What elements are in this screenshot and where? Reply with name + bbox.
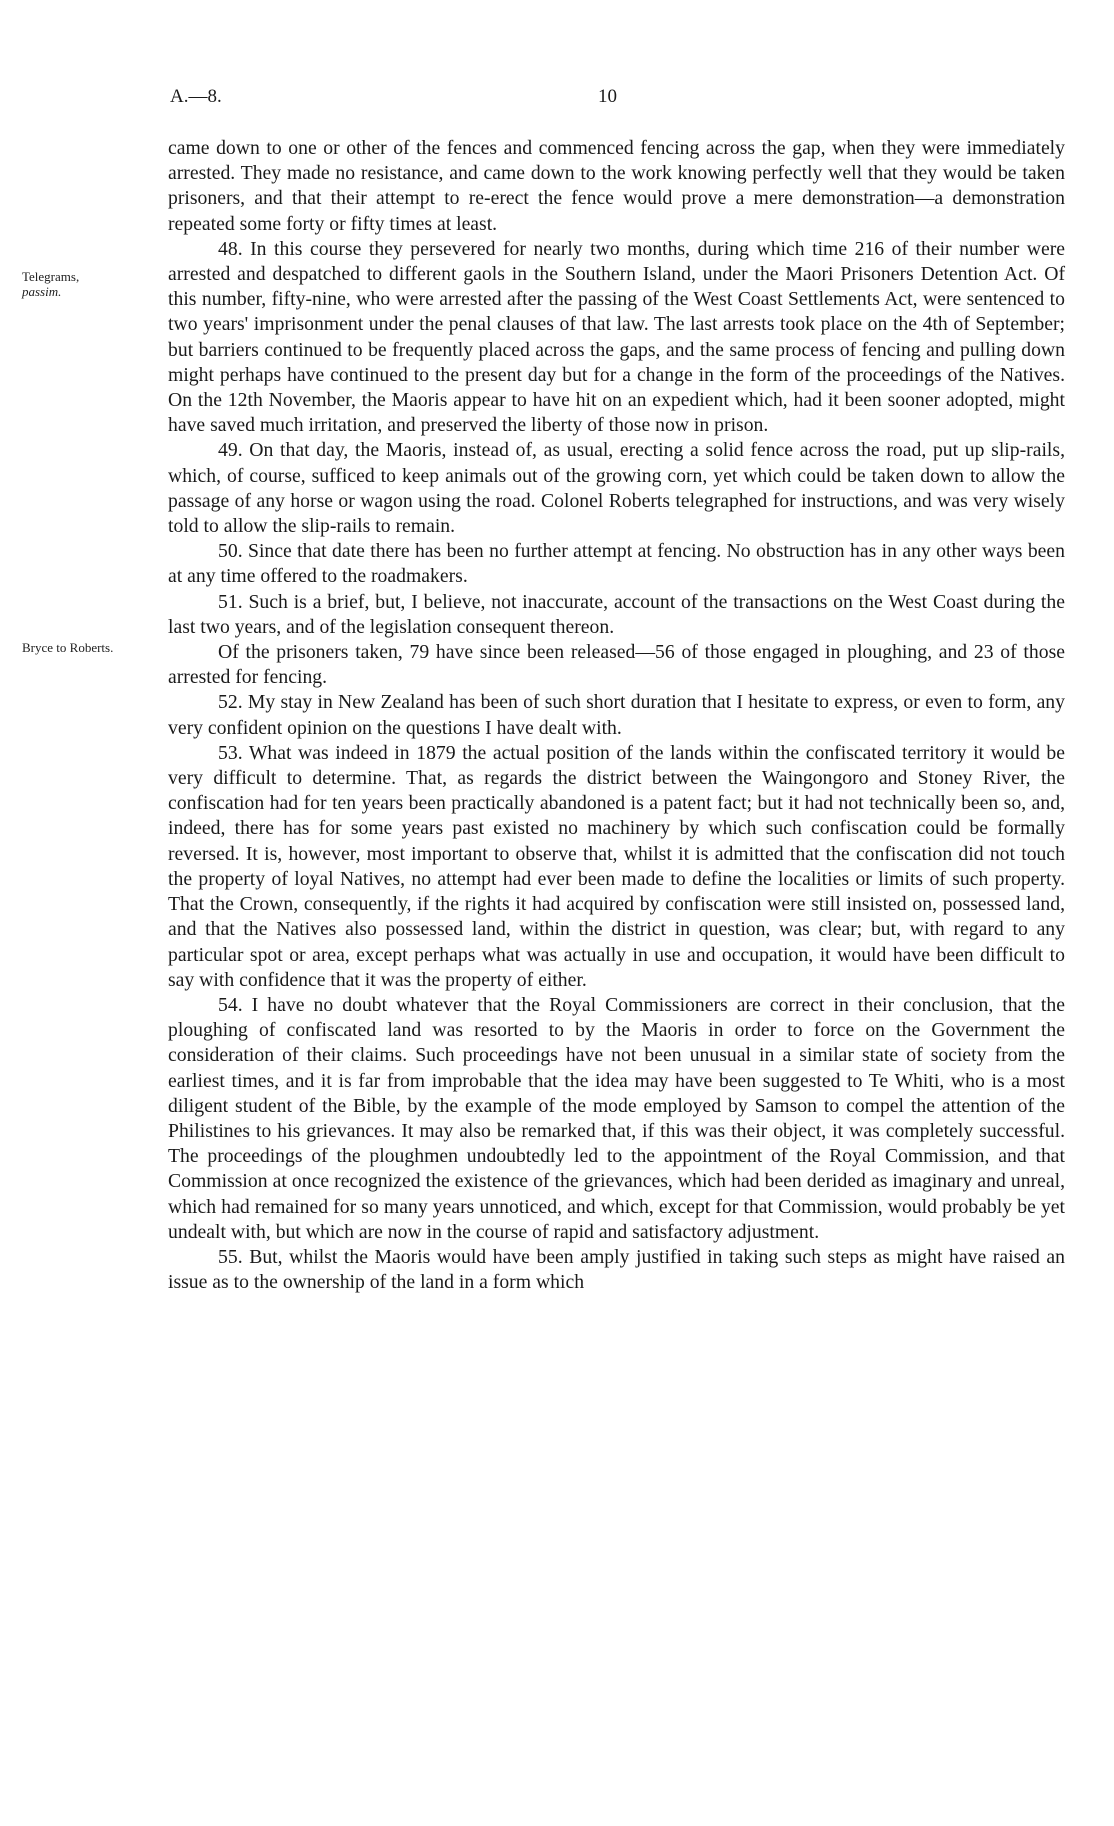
margin-note-bryce: Bryce to Roberts. bbox=[22, 640, 114, 655]
paragraph-54: 54. I have no doubt whatever that the Royal Commissioners are correct in their conclusion, that the ploughing of confiscated land was resorted to by the Maoris in order to force on the Government the consideration of their claims. Such proceedings have not been unusual in a similar state of society from the earliest times, and it is far from improbable that the idea may have been suggested to Te Whiti, who is a most diligent student of the Bible, by the example of the mode employed by Samson to compel the attention of the Philistines to his grievances. It may also be remarked that, if this was their object, it was completely successful. The proceedings of the ploughmen undoubtedly led to the appointment of the Royal Commission, and that Commission at once recognized the existence of the grievances, which had been derided as imaginary and unreal, which had remained for so many years unnoticed, and which, except for that Commission, would probably be yet undealt with, but which are now in the course of rapid and satisfactory adjustment. bbox=[168, 993, 1065, 1243]
page-header bbox=[0, 86, 1114, 116]
paragraph-prisoners: Of the prisoners taken, 79 have since been released—56 of those engaged in ploughing, and 23 of those arrested for fencing. bbox=[168, 641, 1065, 689]
margin-note-telegrams bbox=[22, 269, 132, 299]
paragraph-55: 55. But, whilst the Maoris would have been amply justified in taking such steps as might have raised an issue as to the ownership of the land in a form which bbox=[168, 1245, 1065, 1294]
paragraph-53: 53. What was indeed in 1879 the actual position of the lands within the confiscated territory it would be very difficult to determine. That, as regards the district between the Waingongoro and Stoney River, the confiscation had for ten years been practically abandoned is a patent fact; but it had not technically been so, and, indeed, there has for some years past existed no machinery by which such confiscation could be formally reversed. It is, however, most important to observe that, whilst it is admitted that the confiscation did not touch the property of loyal Natives, no attempt had ever been made to define the localities or limits of such property. That the Crown, consequently, if the rights it had acquired by confiscation were still insisted on, possessed land, and that the Natives also possessed land, within the district in question, was clear; but, with regard to any particular spot or area, except perhaps what was actually in use and occupation, it would have been difficult to say with confidence that it was the property of either. bbox=[168, 741, 1065, 991]
paragraph-continuation: came down to one or other of the fences and commenced fencing across the gap, when they were immediately arrested. They made no resistance, and came down to the work knowing perfectly well that they would be taken prisoners, and that their attempt to re-erect the fence would prove a mere demonstration—a demonstration repeated some forty or fifty times at least. bbox=[168, 137, 1065, 235]
document-reference: A.—8. bbox=[170, 86, 222, 107]
paragraph-50: 50. Since that date there has been no further attempt at fencing. No obstruction has in any other ways been at any time offered to the roadmakers. bbox=[168, 540, 1065, 588]
margin-note-telegrams-title: Telegrams, bbox=[22, 269, 80, 284]
page-number: 10 bbox=[598, 86, 617, 107]
body-text bbox=[168, 136, 1065, 1295]
paragraph-51: 51. Such is a brief, but, I believe, not inaccurate, account of the transactions on the West Coast during the last two years, and of the legislation consequent thereon. bbox=[168, 590, 1065, 638]
paragraph-52: 52. My stay in New Zealand has been of such short duration that I hesitate to express, or even to form, any very confident opinion on the questions I have dealt with. bbox=[168, 691, 1065, 739]
paragraph-48: 48. In this course they persevered for nearly two months, during which time 216 of their number were arrested and despatched to different gaols in the Southern Island, under the Maori Prisoners Detention Act. Of this number, fifty-nine, who were arrested after the passing of the West Coast Settlements Act, were sentenced to two years' imprisonment under the penal clauses of that law. The last arrests took place on the 4th of September; but barriers continued to be frequently placed across the gaps, and the same process of fencing and pulling down might perhaps have continued to the present day but for a change in the form of the proceedings of the Natives. On the 12th November, the Maoris appear to have hit on an expedient which, had it been sooner adopted, might have saved much irritation, and preserved the liberty of those now in prison. bbox=[168, 237, 1065, 437]
paragraph-49: 49. On that day, the Maoris, instead of, as usual, erecting a solid fence across the road, put up slip-rails, which, of course, sufficed to keep animals out of the growing corn, yet which could be taken down to allow the passage of any horse or wagon using the road. Colonel Roberts telegraphed for instructions, and was very wisely told to allow the slip-rails to remain. bbox=[168, 439, 1065, 538]
margin-note-telegrams-sub: passim. bbox=[22, 284, 62, 299]
